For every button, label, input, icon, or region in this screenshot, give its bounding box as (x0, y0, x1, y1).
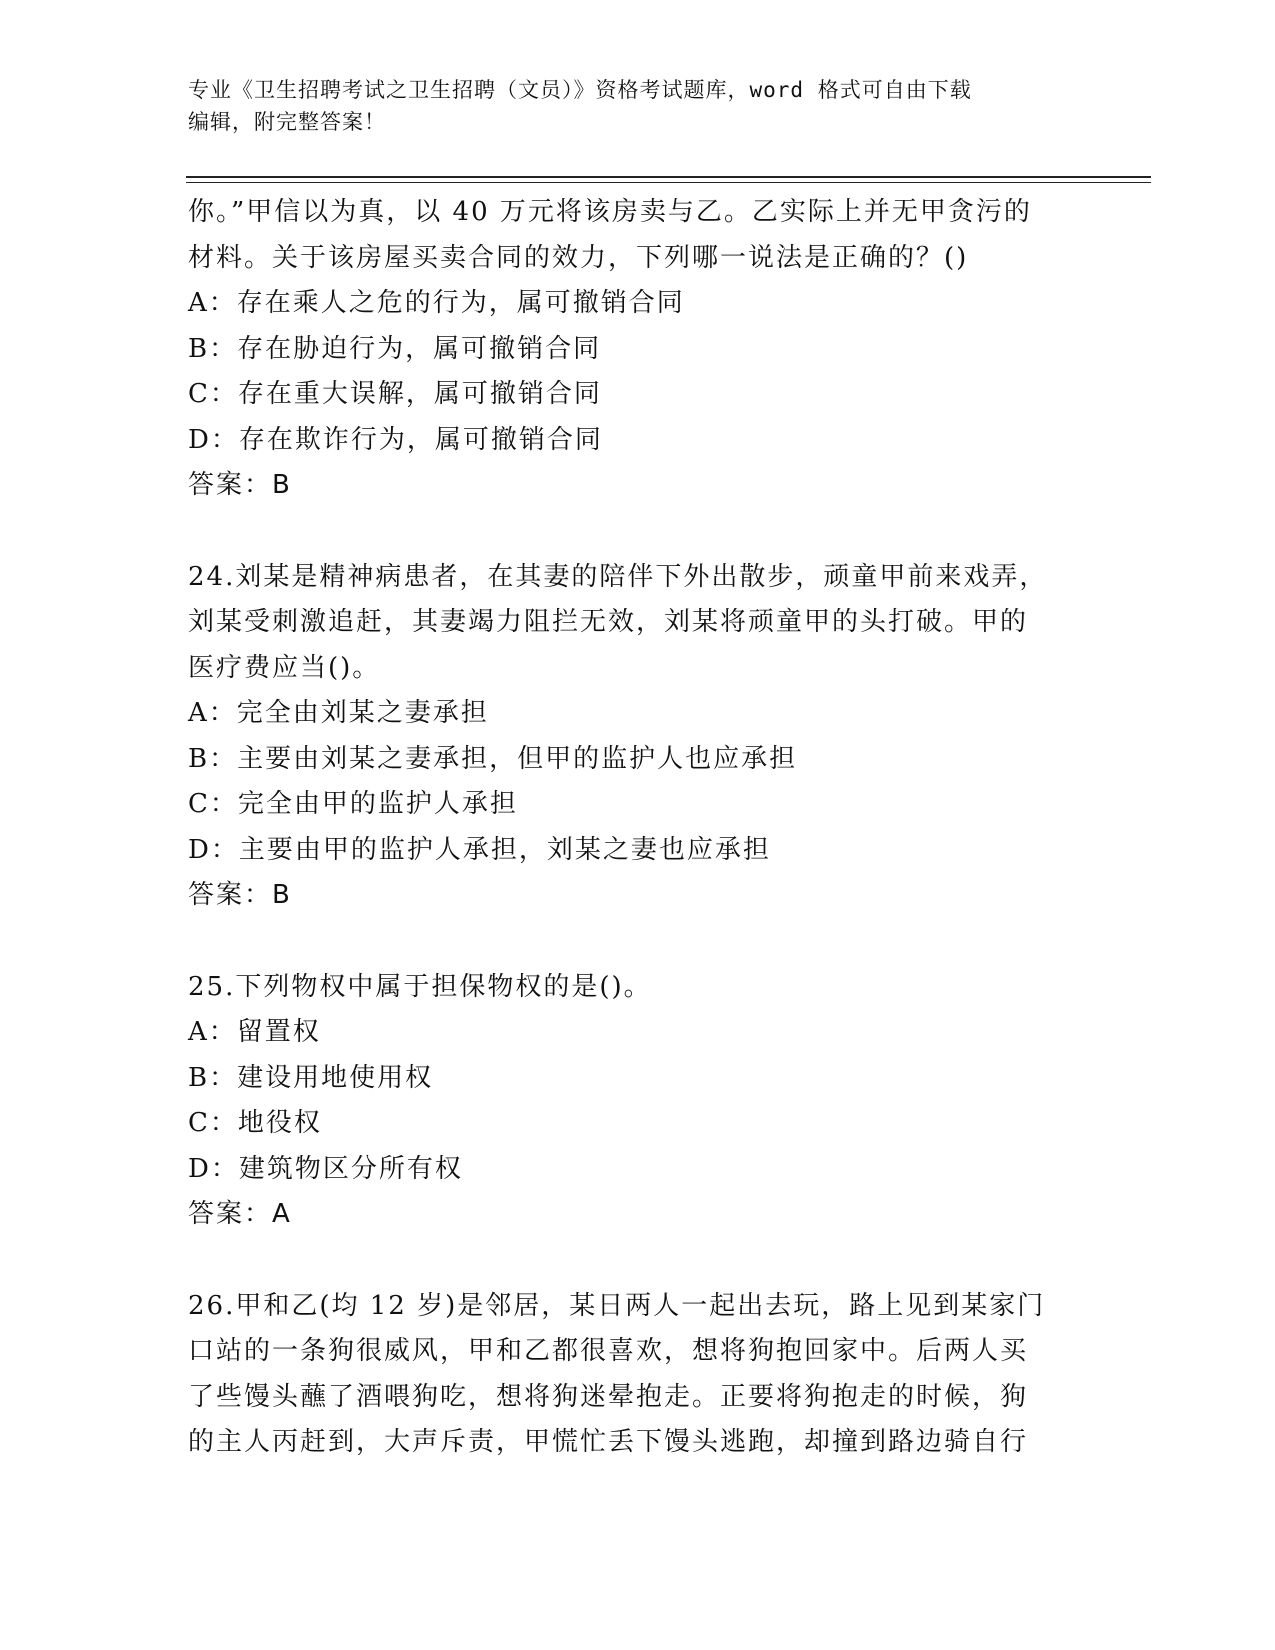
header-rule-thick (186, 176, 1151, 178)
header-line-1: 专业《卫生招聘考试之卫生招聘（文员）》资格考试题库，word 格式可自由下载 (188, 78, 972, 102)
option-b: B：建设用地使用权 (188, 1062, 434, 1093)
question-25 (188, 965, 1068, 1238)
question-stem-line: 25.下列物权中属于担保物权的是()。 (188, 971, 652, 1002)
answer: 答案：B (188, 470, 292, 500)
option-a: A：存在乘人之危的行为，属可撤销合同 (188, 288, 685, 318)
question-stem-line: 材料。关于该房屋买卖合同的效力，下列哪一说法是正确的？() (188, 242, 969, 273)
spacer (188, 919, 1068, 965)
spacer (188, 1238, 1068, 1284)
question-24 (188, 555, 1068, 919)
option-c: C：完全由甲的监护人承担 (188, 789, 518, 819)
question-stem-line: 刘某受刺激追赶，其妻竭力阻拦无效，刘某将顽童甲的头打破。甲的 (188, 607, 1029, 637)
answer: 答案：A (188, 1199, 292, 1229)
spacer (188, 509, 1068, 555)
question-stem-line: 26.甲和乙(均 12 岁)是邻居，某日两人一起出去玩，路上见到某家门 (188, 1290, 1046, 1321)
question-stem-line: 了些馒头蘸了酒喂狗吃，想将狗迷晕抱走。正要将狗抱走的时候，狗 (188, 1381, 1029, 1412)
question-stem-line: 你。”甲信以为真，以 40 万元将该房卖与乙。乙实际上并无甲贪污的 (188, 197, 1032, 227)
answer: 答案：B (188, 880, 292, 910)
question-stem-line: 的主人丙赶到，大声斥责，甲慌忙丢下馒头逃跑，却撞到路边骑自行 (188, 1427, 1029, 1457)
option-a: A：完全由刘某之妻承担 (188, 698, 489, 728)
header-rule-thin (186, 182, 1151, 183)
document-header (188, 74, 1088, 138)
question-stem-line: 24.刘某是精神病患者，在其妻的陪伴下外出散步，顽童甲前来戏弄， (188, 561, 1048, 592)
option-b: B：主要由刘某之妻承担，但甲的监护人也应承担 (188, 743, 798, 774)
option-d: D：建筑物区分所有权 (188, 1153, 463, 1184)
option-d: D：主要由甲的监护人承担，刘某之妻也应承担 (188, 834, 771, 865)
question-26 (188, 1284, 1068, 1466)
option-d: D：存在欺诈行为，属可撤销合同 (188, 424, 603, 455)
option-b: B：存在胁迫行为，属可撤销合同 (188, 333, 602, 364)
document-body (188, 190, 1068, 1466)
option-c: C：地役权 (188, 1108, 322, 1138)
question-stem-line: 口站的一条狗很威风，甲和乙都很喜欢，想将狗抱回家中。后两人买 (188, 1336, 1029, 1366)
question-23 (188, 190, 1068, 509)
option-a: A：留置权 (188, 1017, 321, 1047)
header-line-2: 编辑，附完整答案！ (188, 110, 386, 134)
question-stem-line: 医疗费应当()。 (188, 652, 381, 683)
option-c: C：存在重大误解，属可撤销合同 (188, 379, 602, 409)
